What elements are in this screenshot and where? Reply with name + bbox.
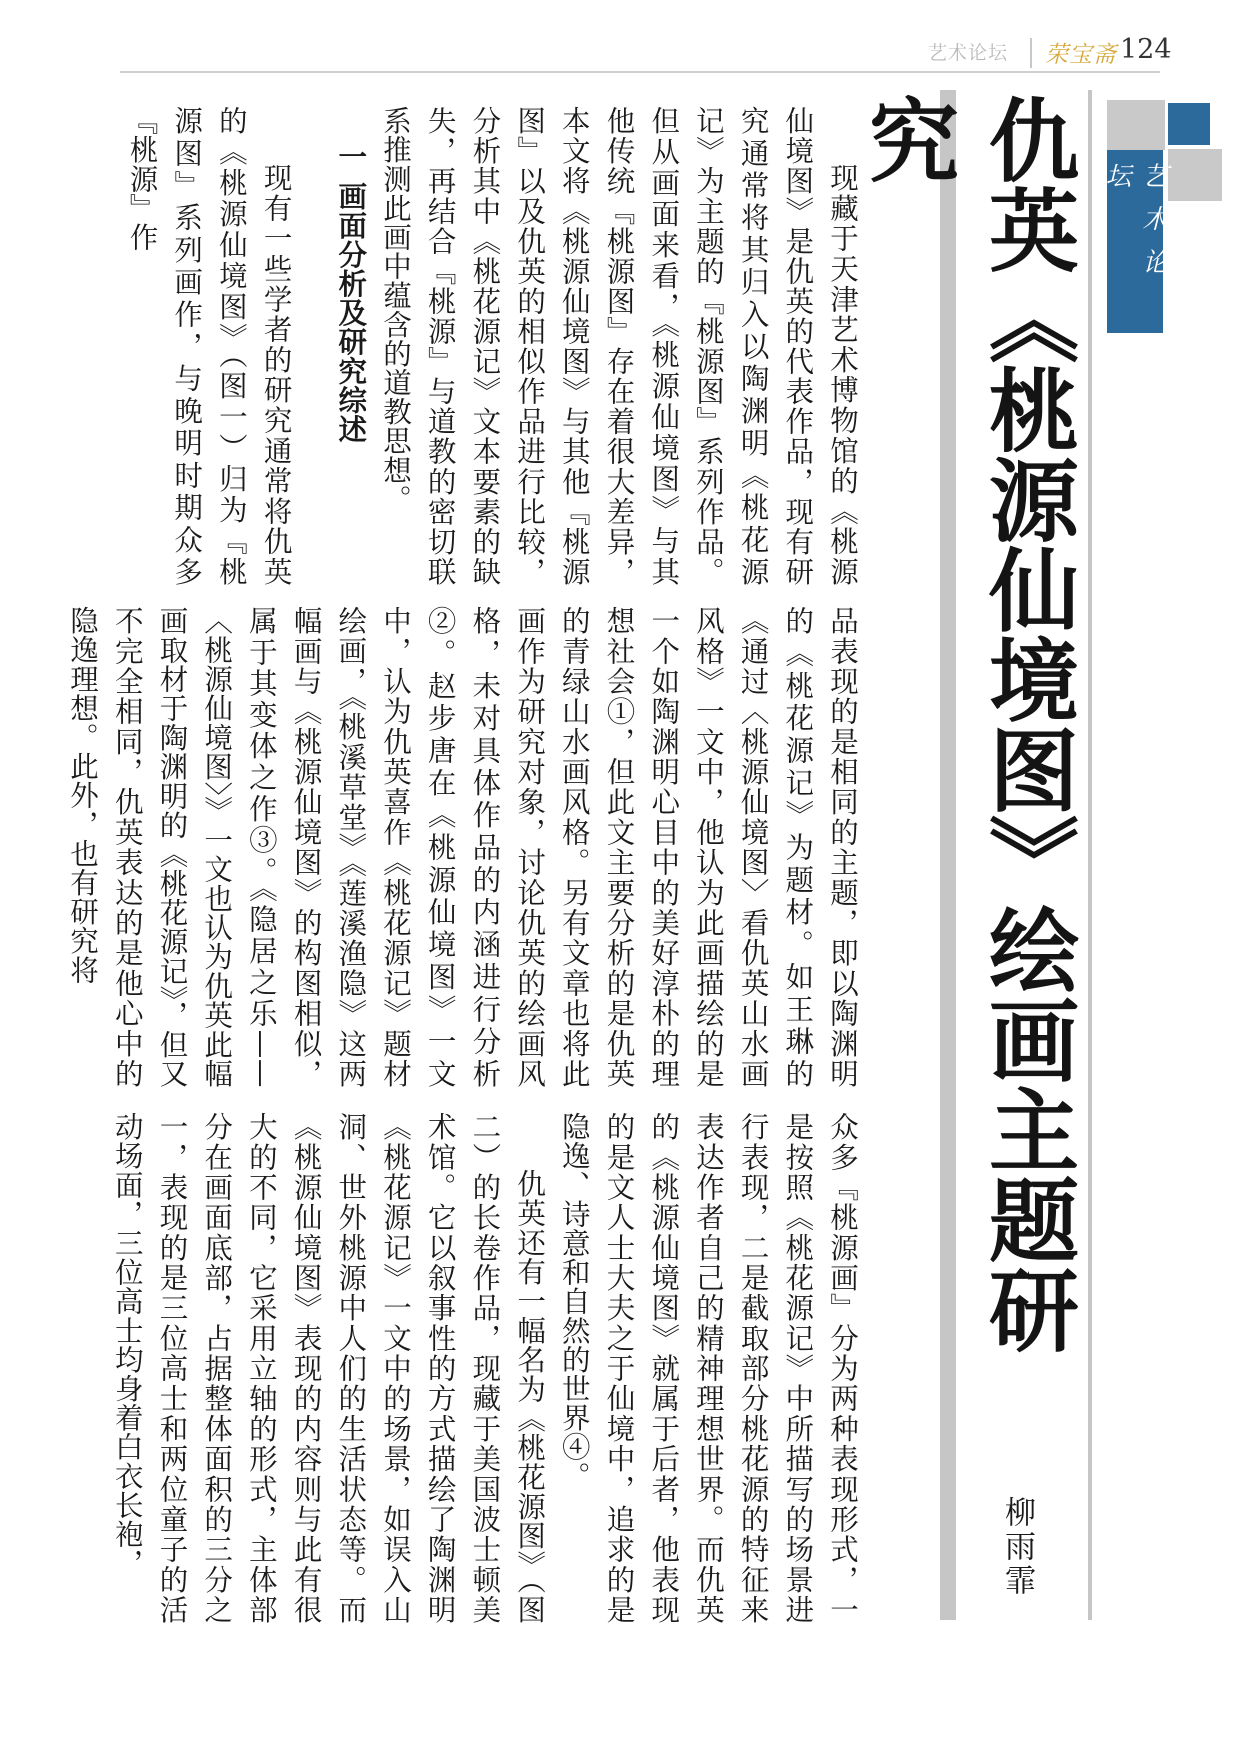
title-frame-line: [1088, 90, 1092, 1620]
decor-block-blue: [1168, 103, 1210, 145]
section-tag: 艺术论坛: [1107, 150, 1163, 333]
article-author: 柳雨霏: [999, 1496, 1035, 1598]
decor-block-grey: [1107, 100, 1165, 150]
body-tier-top: [104, 106, 864, 586]
header-rule: [120, 71, 1160, 73]
paragraph-review-end: 众多『桃源画』分为两种表现形式，一是按照《桃花源记》中所描写的场景进行表现，二是截取部分桃花源的特征来表达作者自己的精神理想世界。而仇英的《桃源仙境图》就属于后者，他表现的是文人士大夫之于仙境中，追求的是隐逸、诗意和自然的世界④。: [557, 1112, 859, 1624]
body-tier-bottom: [104, 1112, 864, 1624]
paragraph-review-start: 现有一些学者的研究通常将仇英的《桃源仙境图》（图一）归为『桃源图』系列画作，与晚明时期众多『桃源』作: [125, 106, 293, 586]
paragraph-review-cont: 品表现的是相同的主题，即以陶渊明的《桃花源记》为题材。如王琳的《通过〈桃源仙境图〉看仇英山水画风格》一文中，他认为此画描绘的是一个如陶渊明心目中的美好淳朴的理想社会①，但此文主要分析的是仇英的青绿山水画风格。另有文章也将此画作为研究对象，讨论仇英的绘画风格，未对具体作品的内涵进行分析②。赵步唐在《桃源仙境图》一文中，认为仇英喜作《桃花源记》题材绘画，《桃溪草堂》《莲溪渔隐》这两幅画与《桃源仙境图》的构图相似，属于其变体之作③。《隐居之乐——〈桃源仙境图〉》一文也认为仇英此幅画取材于陶渊明的《桃花源记》，但又不完全相同，仇英表达的是他心中的隐逸理想。此外，也有研究将: [66, 606, 859, 1088]
paragraph-intro: 现藏于天津艺术博物馆的《桃源仙境图》是仇英的代表作品，现有研究通常将其归入以陶渊明《桃花源记》为主题的『桃源图』系列作品。但从画面来看，《桃源仙境图》与其他传统『桃源图』存在着很大差异，本文将《桃源仙境图》与其他『桃源图』以及仇英的相似作品进行比较，分析其中《桃花源记》文本要素的缺失，再结合『桃源』与道教的密切联系推测此画中蕴含的道教思想。: [378, 106, 859, 586]
decor-block-grey-2: [1168, 149, 1222, 201]
paragraph-comparison: 仇英还有一幅名为《桃花源图》（图二）的长卷作品，现藏于美国波士顿美术馆。它以叙事性的方式描绘了陶渊明《桃花源记》一文中的场景，如误入山洞、世外桃源中人们的生活状态等。而《桃源仙境图》表现的内容则与此有很大的不同，它采用立轴的形式，主体部分在画面底部，占据整体面积的三分之一，表现的是三位高士和两位童子的活动场面，三位高士均身着白衣长袍，: [110, 1112, 547, 1624]
header-divider: [1030, 38, 1032, 68]
running-section-title: 艺术论坛: [928, 42, 1009, 64]
title-frame-bar: [940, 90, 956, 1620]
journal-logo: 荣宝斋: [1045, 42, 1117, 68]
body-tier-middle: [66, 606, 864, 1088]
article-title: 仇英《桃源仙境图》绘画主题研究: [853, 94, 1078, 1354]
page-number: 124: [1120, 34, 1172, 65]
section-heading: 一 画面分析及研究综述: [334, 142, 368, 444]
